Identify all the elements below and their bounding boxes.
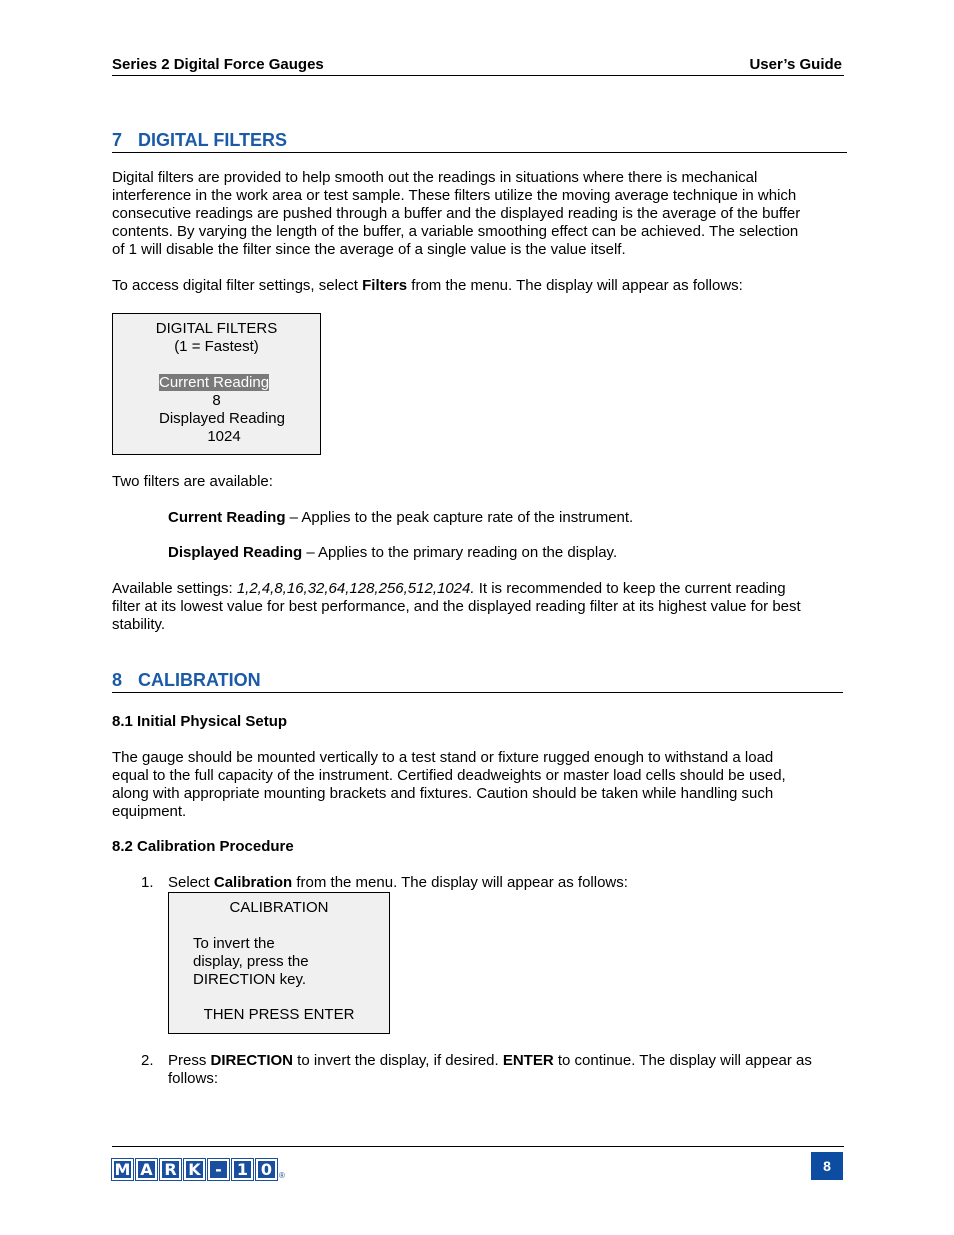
filters-intro-paragraph: Digital filters are provided to help smooth out the readings in situations where there is mechanical interference in the work area or test sample. These filters utilize the moving average technique in which consecutive readings are pushed through a buffer and the displayed reading is the average of the buffer contents. By varying the length of the buffer, a variable smoothing effect can be achieved. The selection of 1 will disable the filter since the average of a single value is the value itself. bbox=[112, 169, 801, 258]
subsection-8-2-heading: 8.2 Calibration Procedure bbox=[112, 838, 294, 855]
filters-display-subtitle: (1 = Fastest) bbox=[174, 338, 259, 355]
section-8-divider bbox=[112, 692, 843, 693]
logo-letter: M bbox=[112, 1159, 133, 1180]
section-8-heading: 8 CALIBRATION bbox=[112, 670, 261, 690]
calibration-display-line-4: THEN PRESS ENTER bbox=[203, 1006, 355, 1023]
filters-access-paragraph: To access digital filter settings, select Filters from the menu. The display will appear as follows: bbox=[112, 277, 743, 294]
footer-divider bbox=[112, 1146, 844, 1147]
page-number: 8 bbox=[811, 1152, 843, 1180]
displayed-reading-value: 1024 bbox=[207, 428, 241, 445]
header-guide: User’s Guide bbox=[749, 56, 842, 73]
logo-letter: A bbox=[136, 1159, 157, 1180]
calibration-display-title: CALIBRATION bbox=[229, 899, 329, 916]
available-settings-paragraph: Available settings: 1,2,4,8,16,32,64,128,256,512,1024. It is recommended to keep the current reading filter at its lowest value for best performance, and the displayed reading filter at its highest value for best stability. bbox=[112, 580, 801, 633]
filters-display-panel bbox=[112, 313, 321, 455]
filter-current-reading: Current Reading – Applies to the peak capture rate of the instrument. bbox=[168, 509, 634, 526]
calibration-display-line-2: display, press the bbox=[193, 953, 309, 970]
two-filters-text: Two filters are available: bbox=[112, 473, 273, 490]
header-title: Series 2 Digital Force Gauges bbox=[112, 56, 324, 73]
filter-displayed-reading: Displayed Reading – Applies to the primary reading on the display. bbox=[168, 544, 618, 561]
step-1-number: 1. bbox=[141, 874, 154, 891]
current-reading-value: 8 bbox=[212, 392, 221, 409]
step-2-number: 2. bbox=[141, 1052, 154, 1069]
header-divider bbox=[112, 75, 844, 76]
section-7-divider bbox=[112, 152, 847, 153]
registered-mark: ® bbox=[279, 1171, 285, 1180]
step-1-text: Select Calibration from the menu. The display will appear as follows: bbox=[168, 874, 628, 891]
logo-letter: R bbox=[160, 1159, 181, 1180]
section-7-heading: 7 DIGITAL FILTERS bbox=[112, 130, 287, 150]
displayed-reading-option: Displayed Reading bbox=[159, 410, 285, 427]
logo-letter: 0 bbox=[256, 1159, 277, 1180]
calibration-display-line-3: DIRECTION key. bbox=[193, 971, 307, 988]
filters-display-title: DIGITAL FILTERS bbox=[155, 320, 278, 337]
physical-setup-paragraph: The gauge should be mounted vertically to a test stand or fixture rugged enough to withstand a load equal to the full capacity of the instrument. Certified deadweights or master load cells should be used, along with appropriate mounting brackets and fixtures. Caution should be taken while handling such equipment. bbox=[112, 749, 786, 820]
logo-letter: K bbox=[184, 1159, 205, 1180]
calibration-display-panel bbox=[168, 892, 390, 1034]
step-2-text: Press DIRECTION to invert the display, if desired. ENTER to continue. The display will appear as follows: bbox=[168, 1052, 812, 1087]
logo-letter: - bbox=[208, 1159, 229, 1180]
calibration-display-line-1: To invert the bbox=[193, 935, 275, 952]
logo-letter: 1 bbox=[232, 1159, 253, 1180]
mark-10-logo bbox=[112, 1156, 285, 1180]
current-reading-option: Current Reading bbox=[159, 374, 270, 391]
subsection-8-1-heading: 8.1 Initial Physical Setup bbox=[112, 713, 288, 730]
